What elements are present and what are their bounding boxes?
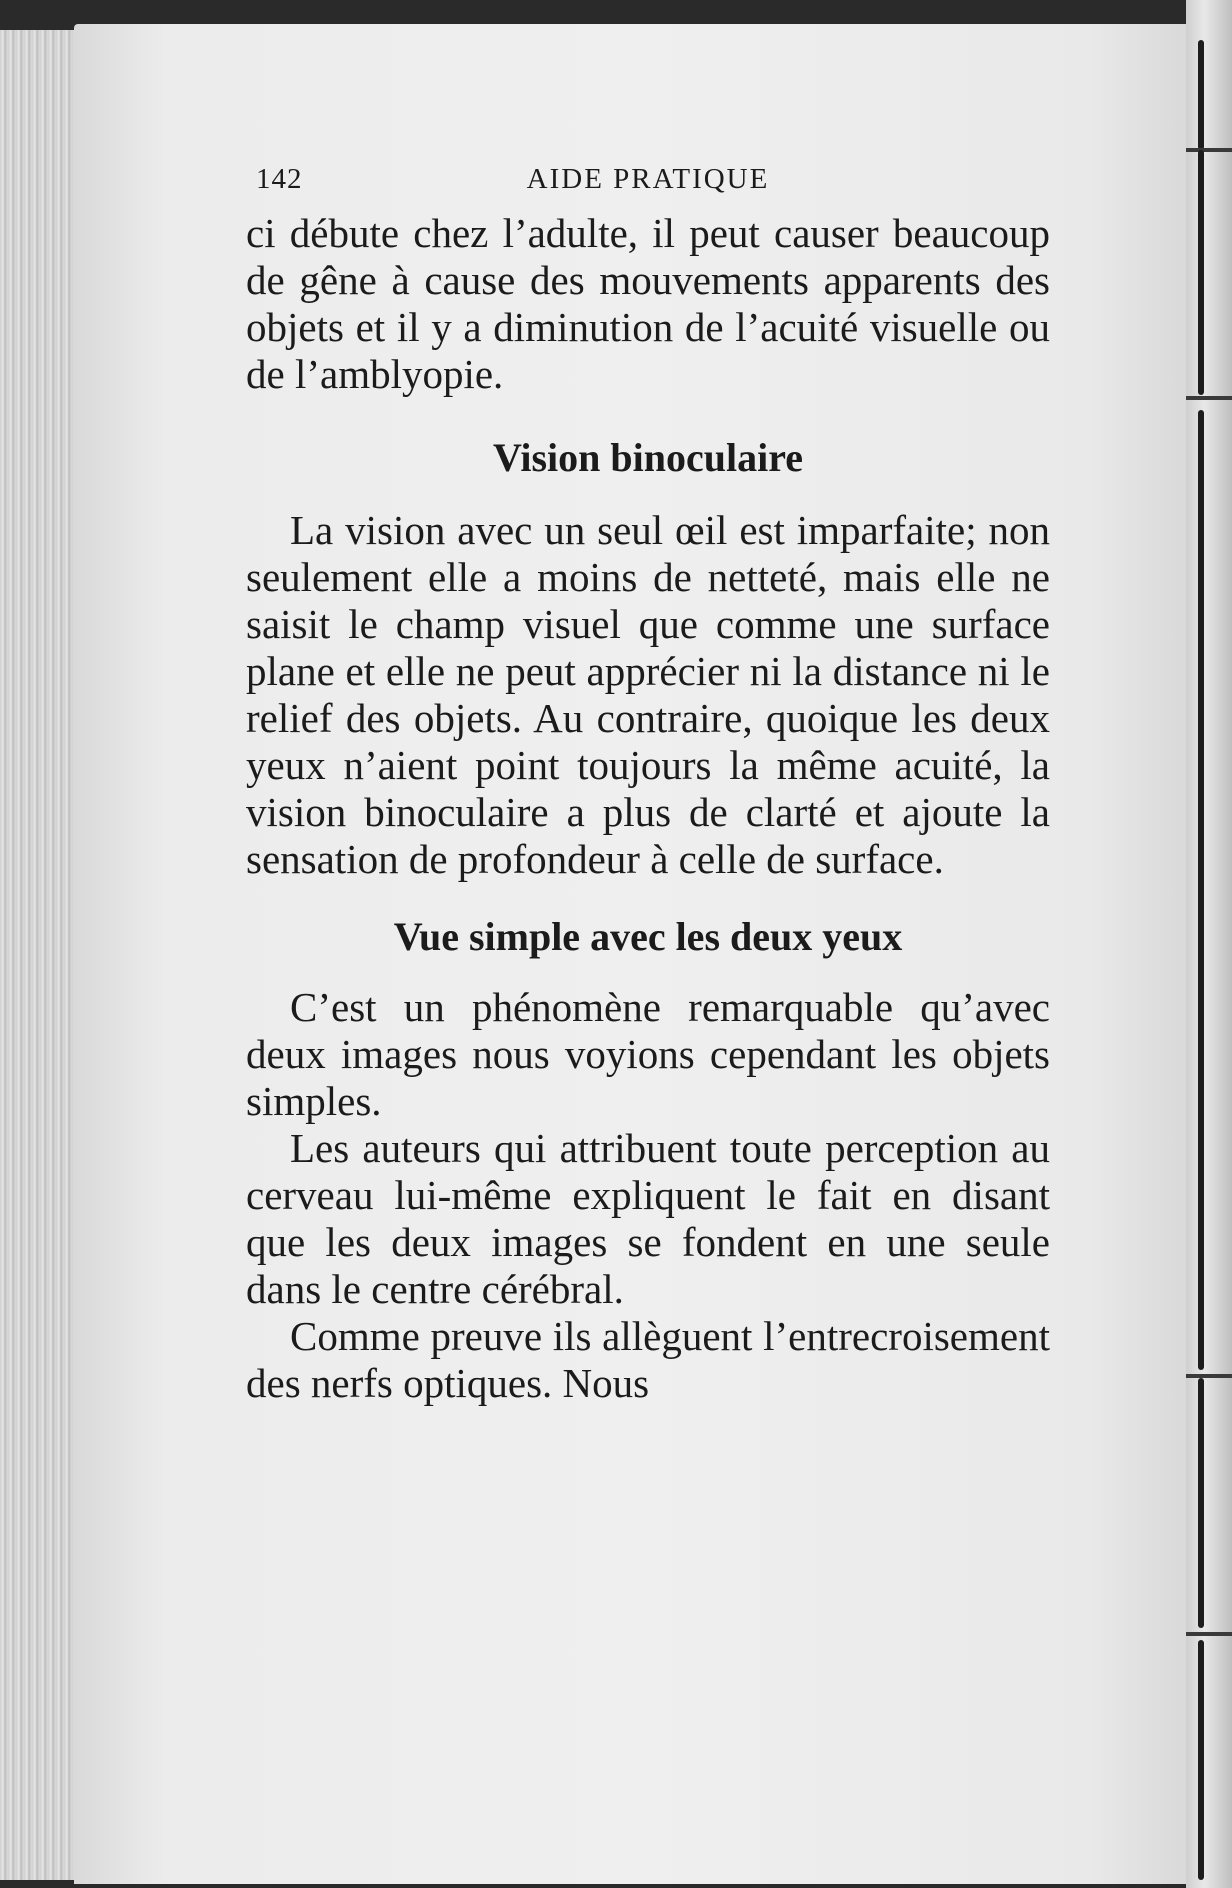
binding-stitch: [1186, 1374, 1232, 1378]
binding-thread: [1198, 150, 1204, 395]
intro-paragraph: ci débute chez l’adulte, il peut causer beaucoup de gêne à cause des mouvements apparents des objets et il y a diminution de l’acuité visuelle ou de l’amblyopie.: [246, 210, 1050, 397]
section-heading: Vision binoculaire: [492, 435, 804, 480]
running-title: AIDE PRATIQUE: [526, 163, 770, 195]
body-paragraph: C’est un phénomène remarquable qu’avec deux images nous voyions cependant les objets simples.: [246, 984, 1050, 1124]
binding-thread: [1198, 1640, 1204, 1880]
binding-stitch: [1186, 148, 1232, 152]
page-text: [246, 150, 1050, 1407]
binding-thread: [1198, 1378, 1204, 1628]
binding-thread: [1198, 40, 1204, 150]
body-paragraph: Les auteurs qui attribuent toute perception au cerveau lui-même expliquent le fait en disant que les deux images se fondent en une seule dans le centre cérébral.: [246, 1125, 1050, 1312]
page-number: 142: [256, 163, 303, 195]
binding-strip: [1186, 0, 1232, 1888]
binding-thread: [1198, 410, 1204, 1370]
section-heading: Vue simple avec les deux yeux: [393, 914, 903, 959]
binding-stitch: [1186, 1632, 1232, 1636]
binding-stitch: [1186, 396, 1232, 400]
body-paragraph: Comme preuve ils allèguent l’entrecroisement des nerfs optiques. Nous: [246, 1313, 1050, 1406]
body-paragraph: La vision avec un seul œil est imparfaite; non seulement elle a moins de netteté, mais elle ne saisit le champ visuel que comme une surface plane et elle ne peut apprécier ni la distance ni le relief des objets. Au contraire, quoique les deux yeux n’aient point toujours la même acuité, la vision binoculaire a plus de clarté et ajoute la sensation de profondeur à celle de surface.: [246, 507, 1050, 882]
running-head: [246, 150, 1050, 210]
